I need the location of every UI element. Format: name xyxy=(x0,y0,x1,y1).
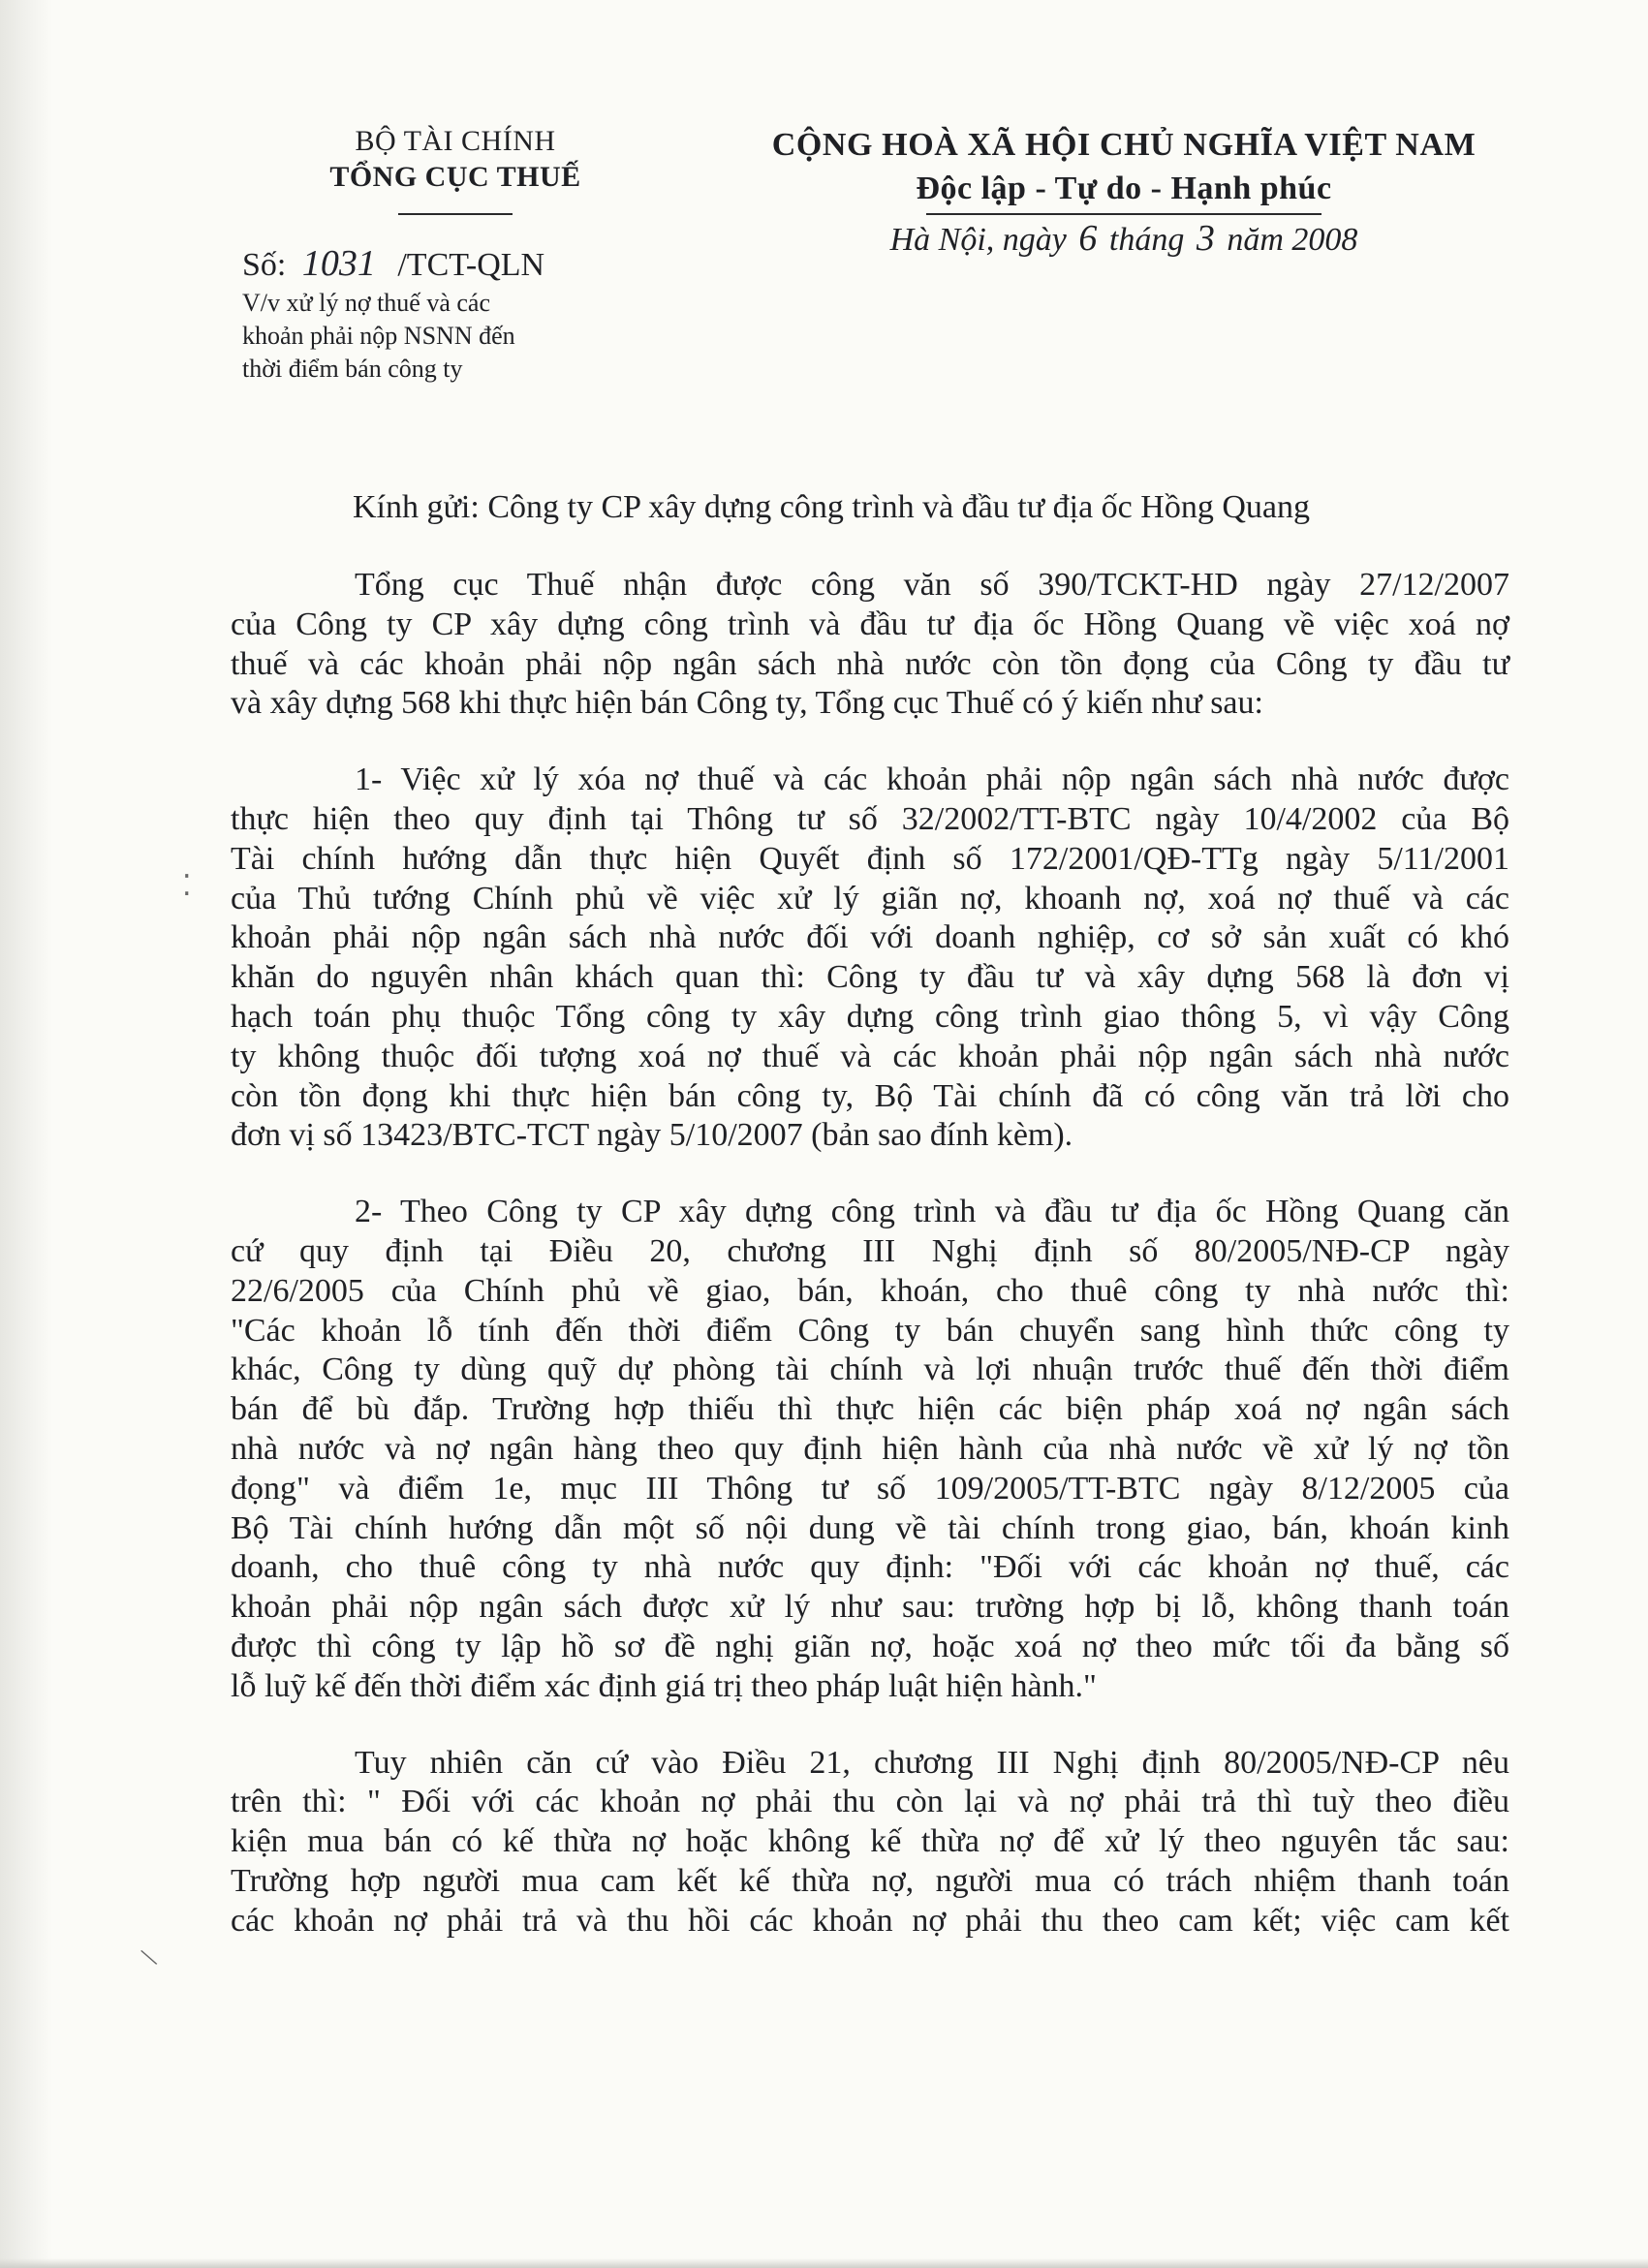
document-number-prefix: Số: xyxy=(242,247,287,283)
motto-underline xyxy=(926,213,1322,215)
subject-line: thời điểm bán công ty xyxy=(242,355,463,383)
text-line: đọng" và điểm 1e, mục III Thông tư số 109/2005/TT-BTC ngày 8/12/2005 của xyxy=(231,1470,1509,1507)
agency-underline xyxy=(398,213,513,215)
text-line: Tài chính hướng dẫn thực hiện Quyết định số 172/2001/QĐ-TTg ngày 5/11/2001 xyxy=(231,840,1509,877)
text-line: Bộ Tài chính hướng dẫn một số nội dung về tài chính trong giao, bán, khoán kinh xyxy=(231,1509,1509,1546)
text-line: trên thì: " Đối với các khoản nợ phải thu còn lại và nợ phải trả thì tuỳ theo điều xyxy=(231,1784,1509,1820)
nation-name: CỘNG HOÀ XÃ HỘI CHỦ NGHĨA VIỆT NAM xyxy=(771,127,1477,163)
agency-name: TỔNG CỤC THUẾ xyxy=(329,161,581,193)
text-line: được thì công ty lập hồ sơ đề nghị giãn nợ, hoặc xoá nợ theo mức tối đa bằng số xyxy=(231,1628,1509,1664)
text-line: và xây dựng 568 khi thực hiện bán Công ty, Tổng cục Thuế có ý kiến như sau: xyxy=(231,685,1263,722)
text-line: đơn vị số 13423/BTC-TCT ngày 5/10/2007 (bản sao đính kèm). xyxy=(231,1117,1073,1154)
place-and-date xyxy=(746,217,1502,262)
scan-edge-left xyxy=(0,0,52,2268)
date-prefix: Hà Nội, ngày xyxy=(889,222,1067,258)
text-line: kiện mua bán có kế thừa nợ hoặc không kế thừa nợ để xử lý theo nguyên tắc sau: xyxy=(231,1823,1509,1860)
text-line: của Thủ tướng Chính phủ về việc xử lý giãn nợ, khoanh nợ, xoá nợ thuế và các xyxy=(231,880,1509,917)
stray-mark: \ xyxy=(138,1942,161,1973)
text-line: của Công ty CP xây dựng công trình và đầu tư địa ốc Hồng Quang về việc xoá nợ xyxy=(231,606,1509,642)
date-year: năm 2008 xyxy=(1227,222,1358,258)
text-line: khoản phải nộp ngân sách nhà nước đối với doanh nghiệp, cơ sở sản xuất có khó xyxy=(231,919,1509,956)
document-number-handwritten: 1031 xyxy=(301,243,376,284)
text-line: Tuy nhiên căn cứ vào Điều 21, chương III Nghị định 80/2005/NĐ-CP nêu xyxy=(355,1744,1509,1781)
text-line: "Các khoản lỗ tính đến thời điểm Công ty bán chuyển sang hình thức công ty xyxy=(231,1312,1509,1349)
text-line: Trường hợp người mua cam kết kế thừa nợ, người mua có trách nhiệm thanh toán xyxy=(231,1862,1509,1899)
text-line: các khoản nợ phải trả và thu hồi các khoản nợ phải thu theo cam kết; việc cam kết xyxy=(231,1902,1509,1939)
subject-line: V/v xử lý nợ thuế và các xyxy=(242,289,490,317)
text-line: 22/6/2005 của Chính phủ về giao, bán, khoán, cho thuê công ty nhà nước thì: xyxy=(231,1272,1509,1309)
national-motto: Độc lập - Tự do - Hạnh phúc xyxy=(916,171,1332,206)
paragraph-point-2 xyxy=(231,1193,1509,1706)
text-line: thuế và các khoản phải nộp ngân sách nhà nước còn tồn đọng của Công ty đầu tư xyxy=(231,645,1509,682)
date-month-label: tháng xyxy=(1108,222,1185,258)
document-subject xyxy=(242,287,649,386)
date-month: 3 xyxy=(1196,218,1215,259)
text-line: Tổng cục Thuế nhận được công văn số 390/TCKT-HD ngày 27/12/2007 xyxy=(355,567,1509,603)
text-line: 2- Theo Công ty CP xây dựng công trình và đầu tư địa ốc Hồng Quang căn xyxy=(355,1194,1509,1230)
national-header xyxy=(746,124,1502,262)
date-day: 6 xyxy=(1078,218,1098,259)
paragraph-point-1 xyxy=(231,761,1509,1156)
text-line: bán để bù đắp. Trường hợp thiếu thì thực hiện các biện pháp xoá nợ ngân sách xyxy=(231,1391,1509,1428)
salutation: Kính gửi: Công ty CP xây dựng công trình và đầu tư địa ốc Hồng Quang xyxy=(353,489,1310,525)
text-line: lỗ luỹ kế đến thời điểm xác định giá trị theo pháp luật hiện hành." xyxy=(231,1667,1097,1704)
letter-body xyxy=(231,566,1509,1978)
text-line: nhà nước và nợ ngân hàng theo quy định hiện hành của nhà nước về xử lý nợ tồn xyxy=(231,1430,1509,1467)
text-line: thực hiện theo quy định tại Thông tư số 32/2002/TT-BTC ngày 10/4/2002 của Bộ xyxy=(231,800,1509,837)
agency-parent: BỘ TÀI CHÍNH xyxy=(355,125,556,157)
text-line: còn tồn đọng khi thực hiện bán công ty, Bộ Tài chính đã có công văn trả lời cho xyxy=(231,1077,1509,1114)
text-line: cứ quy định tại Điều 20, chương III Nghị định số 80/2005/NĐ-CP ngày xyxy=(231,1232,1509,1269)
subject-line: khoản phải nộp NSNN đến xyxy=(242,322,515,350)
text-line: doanh, cho thuê công ty nhà nước quy định: "Đối với các khoản nợ thuế, các xyxy=(231,1549,1509,1586)
stray-mark: ⁚ xyxy=(182,870,192,902)
document-reference xyxy=(242,242,649,386)
text-line: khoản phải nộp ngân sách được xử lý như sau: trường hợp bị lỗ, không thanh toán xyxy=(231,1589,1509,1626)
text-line: khác, Công ty dùng quỹ dự phòng tài chính và lợi nhuận trước thuế đến thời điểm xyxy=(231,1351,1509,1388)
text-line: ty không thuộc đối tượng xoá nợ thuế và các khoản phải nộp ngân sách nhà nước xyxy=(231,1038,1509,1074)
text-line: 1- Việc xử lý xóa nợ thuế và các khoản phải nộp ngân sách nhà nước được xyxy=(355,761,1509,798)
issuing-agency xyxy=(291,124,620,215)
document-number-suffix: /TCT-QLN xyxy=(397,247,545,283)
paragraph-intro xyxy=(231,566,1509,724)
paragraph-however xyxy=(231,1744,1509,1942)
scan-edge-bottom xyxy=(0,2258,1648,2268)
document-number xyxy=(242,242,649,287)
text-line: khăn do nguyên nhân khách quan thì: Công ty đầu tư và xây dựng 568 là đơn vị xyxy=(231,959,1509,996)
text-line: hạch toán phụ thuộc Tổng công ty xây dựng công trình giao thông 5, vì vậy Công xyxy=(231,998,1509,1035)
